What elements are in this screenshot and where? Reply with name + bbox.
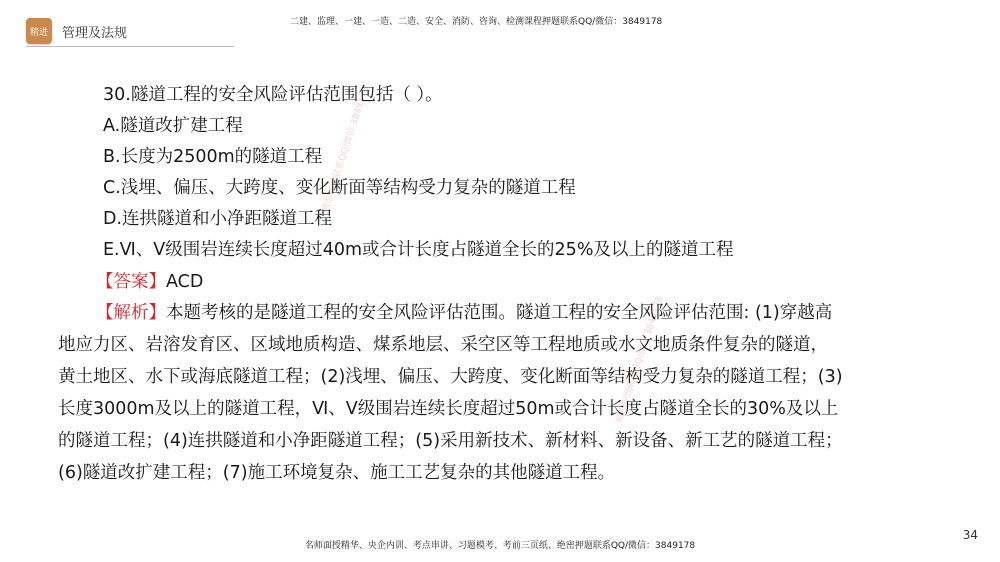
analysis-line-2: 地应力区、岩溶发育区、区域地质构造、煤系地层、采空区等工程地质或水文地质条件复杂的隧道，	[58, 335, 828, 355]
question-stem: 30.隧道工程的安全风险评估范围包括（ ）。	[103, 85, 443, 105]
watermark: 精准押题联系QQ/微信 3849178	[614, 295, 666, 425]
analysis-label: 【解析】	[96, 303, 166, 323]
logo-text: 精进	[29, 27, 48, 38]
analysis-line-3: 黄土地区、水下或海底隧道工程；(2)浅埋、偏压、大跨度、变化断面等结构受力复杂的隧道工程；(3)	[58, 367, 843, 387]
answer-value: ACD	[166, 272, 204, 292]
answer-row	[96, 271, 203, 293]
analysis-text: 本题考核的是隧道工程的安全风险评估范围。隧道工程的安全风险评估范围: (1)穿越高	[166, 303, 833, 323]
analysis-line-4: 长度3000m及以上的隧道工程，Ⅵ、Ⅴ级围岩连续长度超过50m或合计长度占隧道全长的30%及以上	[58, 399, 839, 419]
option-c: C.浅埋、偏压、大跨度、变化断面等结构受力复杂的隧道工程	[103, 178, 576, 198]
option-e: E.Ⅵ、Ⅴ级围岩连续长度超过40m或合计长度占隧道全长的25%及以上的隧道工程	[103, 240, 734, 260]
option-d: D.连拱隧道和小净距隧道工程	[103, 209, 333, 229]
analysis-line-1	[96, 302, 832, 324]
course-title: 管理及法规	[62, 26, 128, 41]
header-divider	[26, 46, 234, 47]
analysis-line-6: (6)隧道改扩建工程；(7)施工环境复杂、施工工艺复杂的其他隧道工程。	[58, 463, 616, 483]
analysis-line-5: 的隧道工程；(4)连拱隧道和小净距隧道工程；(5)采用新技术、新材料、新设备、新工艺的隧道工程；	[58, 431, 843, 451]
answer-label: 【答案】	[96, 272, 166, 292]
logo	[26, 18, 52, 44]
header-contact-note: 二建、监理、一建、一造、二造、安全、消防、咨询、检测课程押题联系QQ/微信：3849178	[290, 17, 663, 27]
page-number: 34	[962, 528, 978, 542]
watermark: 精准押题联系QQ/微信 3849178	[320, 85, 372, 215]
option-a: A.隧道改扩建工程	[103, 116, 243, 136]
footer-contact-note: 名师面授精华、央企内训、考点串讲、习题模考、考前三页纸、绝密押题联系QQ/微信：3849178	[304, 541, 696, 551]
option-b: B.长度为2500m的隧道工程	[103, 147, 323, 167]
